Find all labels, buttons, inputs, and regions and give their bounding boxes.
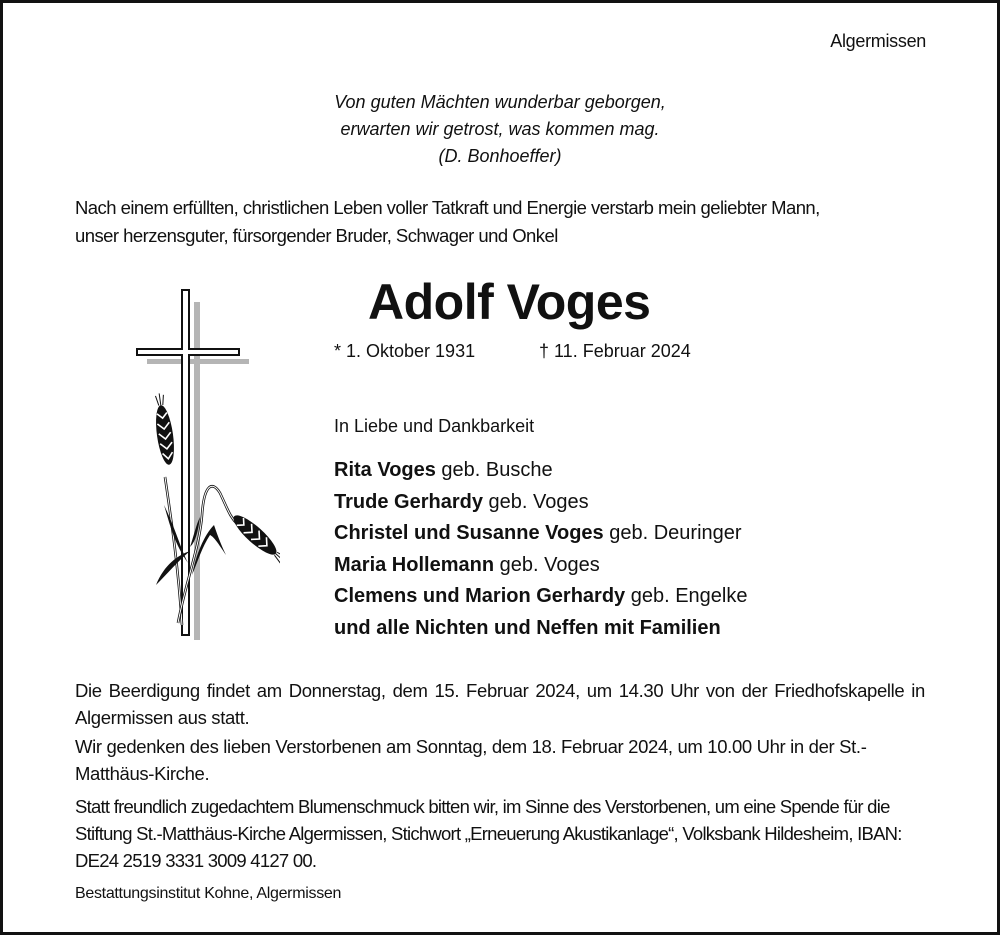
mourners-intro: In Liebe und Dankbarkeit — [334, 416, 535, 436]
mourner-name: und alle Nichten und Neffen mit Familien — [334, 616, 721, 639]
mourner-name: Rita Voges — [334, 459, 436, 481]
cross-with-wheat-icon — [130, 285, 280, 645]
place-name: Algermissen — [830, 31, 926, 51]
mourner-row — [334, 581, 748, 613]
maiden-name: geb. Busche — [435, 459, 553, 481]
maiden-name: geb. Voges — [482, 490, 589, 513]
mourner-name: Maria Hollemann — [334, 553, 495, 576]
death-date: † 11. Februar 2024 — [539, 341, 691, 361]
mourner-row — [334, 487, 748, 519]
maiden-name: geb. Voges — [494, 553, 600, 576]
intro-line: Nach einem erfüllten, christlichen Leben voller Tatkraft und Energie verstarb mein geliebter Mann, — [75, 197, 820, 218]
deceased-name: Adolf Voges — [368, 274, 651, 330]
donation-request: Statt freundlich zugedachtem Blumenschmuck bitten wir, im Sinne des Verstorbenen, um eine Spende für die Stiftung St.-Matthäus-Kirche Algermissen, Stichwort „Erneuerung Akustikanlage“, Volksbank Hildesheim, IBAN: DE24 2519 3331 3009 4127 00. — [75, 796, 902, 871]
mourner-name: Clemens und Marion Gerhardy — [334, 585, 626, 607]
intro-text — [75, 194, 820, 250]
mourner-row — [334, 455, 748, 487]
bonhoeffer-quote — [0, 89, 1000, 170]
funeral-details: Die Beerdigung findet am Donnerstag, dem 15. Februar 2024, um 14.30 Uhr von der Friedhofskapelle in Algermissen aus statt. — [75, 680, 925, 728]
birth-date: * 1. Oktober 1931 — [334, 341, 476, 361]
quote-attribution: (D. Bonhoeffer) — [438, 146, 562, 166]
memorial-service-details: Wir gedenken des lieben Verstorbenen am Sonntag, dem 18. Februar 2024, um 10.00 Uhr in der St.-Matthäus-Kirche. — [75, 736, 867, 784]
mourners-list — [334, 455, 748, 644]
mourner-name: Trude Gerhardy — [334, 490, 483, 513]
mourner-row — [334, 550, 748, 582]
quote-line: Von guten Mächten wunderbar geborgen, — [334, 92, 666, 112]
mourner-row — [334, 518, 748, 550]
intro-line: unser herzensguter, fürsorgender Bruder, Schwager und Onkel — [75, 225, 558, 246]
maiden-name: geb. Deuringer — [603, 522, 742, 544]
mourner-row — [334, 613, 748, 645]
maiden-name: geb. Engelke — [625, 585, 748, 607]
undertaker-credit: Bestattungsinstitut Kohne, Algermissen — [75, 885, 342, 902]
quote-line: erwarten wir getrost, was kommen mag. — [340, 119, 660, 139]
mourner-name: Christel und Susanne Voges — [334, 522, 604, 544]
